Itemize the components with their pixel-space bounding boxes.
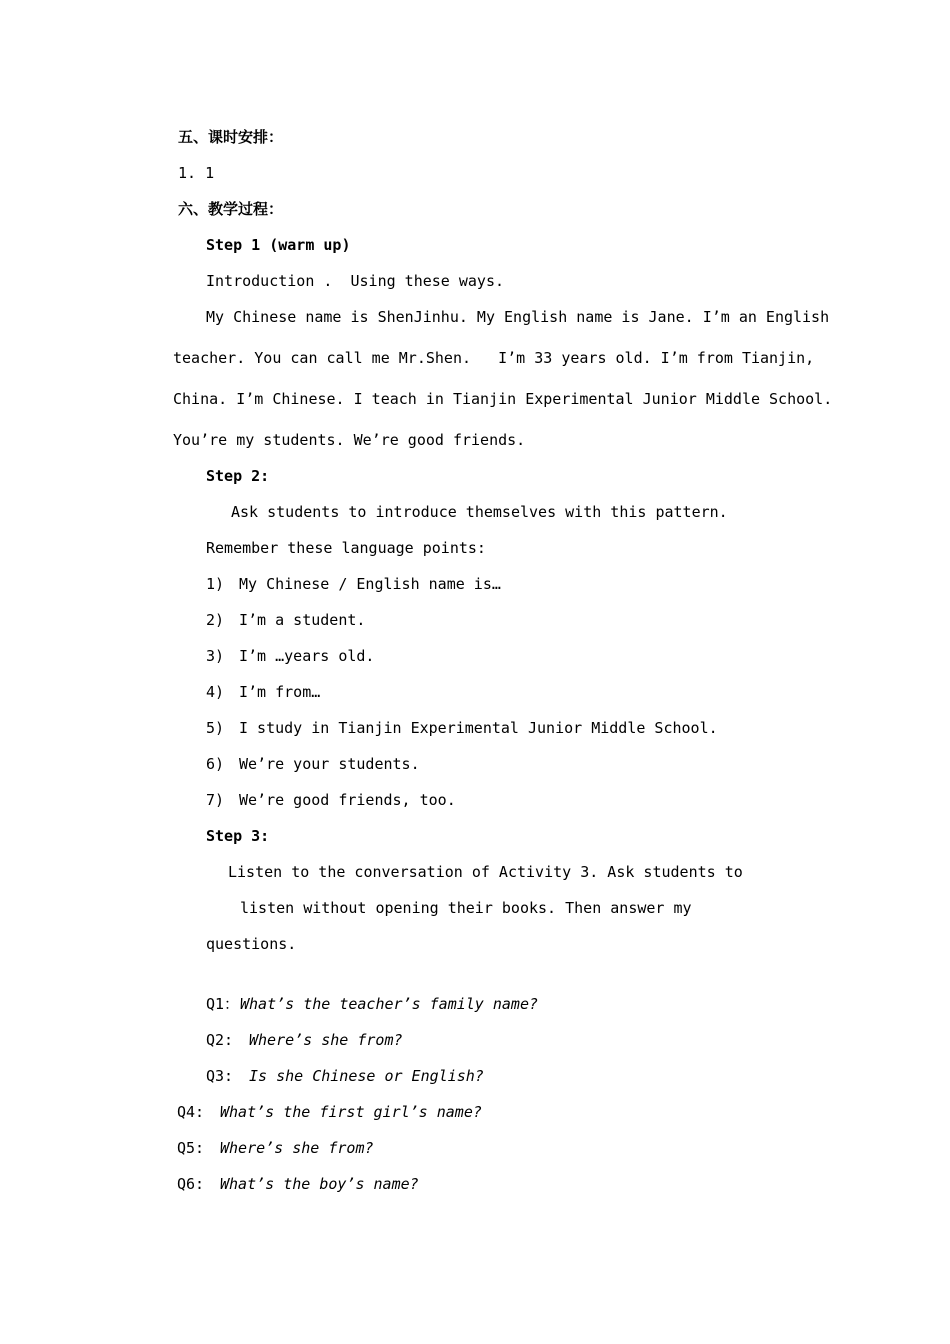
point-number: 7) bbox=[206, 791, 225, 809]
question-text: Is she Chinese or English? bbox=[249, 1067, 484, 1085]
question-text: Where’s she from? bbox=[220, 1139, 374, 1157]
question-label: Q4: bbox=[177, 1103, 205, 1121]
point-number: 4) bbox=[206, 683, 225, 701]
point-number: 2) bbox=[206, 611, 225, 629]
point-text: I’m a student. bbox=[239, 611, 366, 629]
step3-line: Listen to the conversation of Activity 3. Ask students to bbox=[228, 863, 743, 881]
point-text: We’re your students. bbox=[239, 755, 420, 773]
step1-intro: Introduction . Using these ways. bbox=[206, 272, 505, 290]
step1-title: Step 1 (warm up) bbox=[206, 236, 351, 254]
question-label: Q5: bbox=[177, 1139, 205, 1157]
step2-title: Step 2: bbox=[206, 467, 270, 485]
step3-line: listen without opening their books. Then answer my bbox=[240, 899, 692, 917]
point-text: I’m from… bbox=[239, 683, 321, 701]
point-text: I’m …years old. bbox=[239, 647, 375, 665]
step3-line: questions. bbox=[206, 935, 297, 953]
point-number: 1) bbox=[206, 575, 225, 593]
section5-heading: 五、课时安排： bbox=[178, 128, 284, 146]
step2-remember: Remember these language points: bbox=[206, 539, 486, 557]
point-number: 6) bbox=[206, 755, 225, 773]
point-text: We’re good friends, too. bbox=[239, 791, 456, 809]
question-label: Q1： bbox=[206, 995, 240, 1013]
point-number: 5) bbox=[206, 719, 225, 737]
step2-instruction: Ask students to introduce themselves with this pattern. bbox=[231, 503, 728, 521]
section6-heading: 六、教学过程： bbox=[178, 200, 284, 218]
point-number: 3) bbox=[206, 647, 225, 665]
step1-paragraph-line: China. I’m Chinese. I teach in Tianjin Experimental Junior Middle School. bbox=[173, 390, 833, 408]
question-label: Q2: bbox=[206, 1031, 234, 1049]
question-text: Where’s she from? bbox=[249, 1031, 403, 1049]
step1-paragraph-line: teacher. You can call me Mr.Shen. I’m 33 years old. I’m from Tianjin, bbox=[173, 349, 815, 367]
point-text: I study in Tianjin Experimental Junior Middle School. bbox=[239, 719, 718, 737]
question-text: What’s the boy’s name? bbox=[220, 1175, 419, 1193]
step1-paragraph-line: You’re my students. We’re good friends. bbox=[173, 431, 526, 449]
question-text: What’s the first girl’s name? bbox=[220, 1103, 482, 1121]
step1-paragraph-line: My Chinese name is ShenJinhu. My English name is Jane. I’m an English bbox=[206, 308, 830, 326]
question-label: Q3: bbox=[206, 1067, 234, 1085]
question-text: What’s the teacher’s family name? bbox=[240, 995, 539, 1013]
section5-value: 1. 1 bbox=[178, 164, 215, 182]
step3-title: Step 3: bbox=[206, 827, 270, 845]
question-label: Q6: bbox=[177, 1175, 205, 1193]
point-text: My Chinese / English name is… bbox=[239, 575, 501, 593]
